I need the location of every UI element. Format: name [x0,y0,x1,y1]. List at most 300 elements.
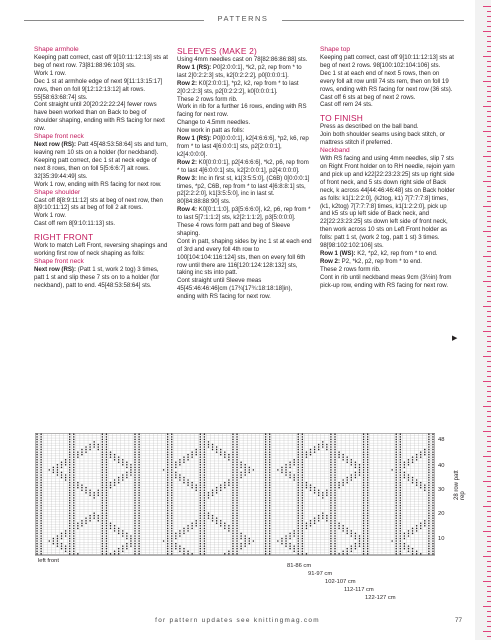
purl-stitch-dot [367,459,369,461]
purl-stitch-dot [330,464,332,466]
purl-stitch-dot [236,461,238,463]
purl-stitch-dot [363,543,365,545]
purl-stitch-dot [200,451,202,453]
purl-stitch-dot [167,441,169,443]
purl-stitch-dot [167,538,169,540]
purl-stitch-dot [302,454,304,456]
purl-stitch-dot [36,530,38,532]
purl-stitch-dot [114,482,116,484]
purl-stitch-dot [114,454,116,456]
purl-stitch-dot [236,469,238,471]
purl-stitch-dot [171,502,173,504]
purl-stitch-dot [400,469,402,471]
ruler-tick [487,166,491,167]
purl-stitch-dot [367,451,369,453]
purl-stitch-dot [322,492,324,494]
ruler-tick [487,466,491,467]
ruler-tick [487,621,491,622]
purl-stitch-dot [204,469,206,471]
purl-stitch-dot [102,505,104,507]
purl-stitch-dot [85,446,87,448]
purl-stitch-dot [395,548,397,550]
purl-stitch-dot [265,520,267,522]
purl-stitch-dot [69,533,71,535]
purl-stitch-dot [69,517,71,519]
purl-stitch-dot [212,449,214,451]
purl-stitch-dot [367,550,369,552]
purl-stitch-dot [428,502,430,504]
purl-stitch-dot [269,489,271,491]
purl-stitch-dot [61,533,63,535]
purl-stitch-dot [200,434,202,436]
purl-stitch-dot [171,434,173,436]
purl-stitch-dot [416,484,418,486]
ruler-tick [487,571,491,572]
purl-stitch-dot [432,434,434,436]
purl-stitch-dot [404,477,406,479]
purl-stitch-dot [73,472,75,474]
purl-stitch-dot [285,464,287,466]
ruler-tick [483,531,491,532]
purl-stitch-dot [53,543,55,545]
purl-stitch-dot [171,441,173,443]
ruler-tick [487,21,491,22]
purl-stitch-dot [428,436,430,438]
ruler-tick [487,351,491,352]
purl-stitch-dot [208,517,210,519]
purl-stitch-dot [363,454,365,456]
purl-stitch-dot [200,439,202,441]
purl-stitch-dot [416,479,418,481]
purl-stitch-dot [269,467,271,469]
purl-stitch-dot [171,464,173,466]
purl-stitch-dot [220,489,222,491]
purl-stitch-dot [289,543,291,545]
purl-stitch-dot [367,489,369,491]
purl-stitch-dot [420,456,422,458]
purl-stitch-dot [134,520,136,522]
purl-stitch-dot [200,449,202,451]
purl-stitch-dot [167,497,169,499]
purl-stitch-dot [428,449,430,451]
purl-stitch-dot [212,520,214,522]
purl-stitch-dot [175,543,177,545]
purl-stitch-dot [236,487,238,489]
purl-stitch-dot [61,548,63,550]
row-label: Next row (RS): [34,141,78,149]
purl-stitch-dot [138,528,140,530]
ruler-tick [487,301,491,302]
purl-stitch-dot [134,538,136,540]
purl-stitch-dot [236,441,238,443]
purl-stitch-dot [204,553,206,555]
purl-stitch-dot [314,451,316,453]
purl-stitch-dot [138,500,140,502]
purl-stitch-dot [134,464,136,466]
purl-stitch-dot [400,434,402,436]
purl-stitch-dot [69,454,71,456]
purl-stitch-dot [134,515,136,517]
purl-stitch-dot [53,467,55,469]
purl-stitch-dot [236,474,238,476]
purl-stitch-dot [367,441,369,443]
purl-stitch-dot [395,487,397,489]
purl-stitch-dot [171,550,173,552]
row-label: Row 2: [177,158,199,166]
purl-stitch-dot [167,525,169,527]
purl-stitch-dot [428,545,430,547]
purl-stitch-dot [102,548,104,550]
ruler-tick [487,121,491,122]
purl-stitch-dot [269,449,271,451]
purl-stitch-dot [69,553,71,555]
purl-stitch-dot [114,479,116,481]
purl-stitch-dot [134,528,136,530]
purl-stitch-dot [171,459,173,461]
purl-stitch-dot [167,444,169,446]
purl-stitch-dot [395,505,397,507]
purl-stitch-dot [367,533,369,535]
purl-stitch-dot [265,454,267,456]
purl-stitch-dot [134,548,136,550]
purl-stitch-dot [395,543,397,545]
instruction-paragraph [177,206,312,301]
purl-stitch-dot [400,439,402,441]
purl-stitch-dot [171,436,173,438]
purl-stitch-dot [134,441,136,443]
purl-stitch-dot [204,500,206,502]
purl-stitch-dot [334,434,336,436]
instruction-paragraph [320,54,455,109]
purl-stitch-dot [330,492,332,494]
purl-stitch-dot [367,439,369,441]
purl-stitch-dot [167,545,169,547]
purl-stitch-dot [106,446,108,448]
purl-stitch-dot [236,449,238,451]
purl-stitch-dot [428,540,430,542]
purl-stitch-dot [36,441,38,443]
purl-stitch-dot [167,543,169,545]
knitting-chart [35,433,435,565]
purl-stitch-dot [416,459,418,461]
purl-stitch-dot [289,474,291,476]
section-heading: Shape top [320,46,351,53]
purl-stitch-dot [138,487,140,489]
purl-stitch-dot [106,484,108,486]
purl-stitch-dot [208,497,210,499]
purl-stitch-dot [326,489,328,491]
purl-stitch-dot [338,528,340,530]
purl-stitch-dot [355,545,357,547]
purl-stitch-dot [269,477,271,479]
purl-stitch-dot [322,495,324,497]
purl-stitch-dot [36,434,38,436]
purl-stitch-dot [65,545,67,547]
purl-stitch-dot [36,538,38,540]
purl-stitch-dot [265,528,267,530]
purl-stitch-dot [232,500,234,502]
ruler-tick [487,561,491,562]
purl-stitch-dot [171,505,173,507]
purl-stitch-dot [138,477,140,479]
purl-stitch-dot [106,489,108,491]
purl-stitch-dot [73,500,75,502]
purl-stitch-dot [293,550,295,552]
purl-stitch-dot [236,467,238,469]
purl-stitch-dot [36,449,38,451]
purl-stitch-dot [228,459,230,461]
purl-stitch-dot [122,479,124,481]
purl-stitch-dot [428,459,430,461]
purl-stitch-dot [269,487,271,489]
purl-stitch-dot [265,449,267,451]
purl-stitch-dot [36,520,38,522]
purl-stitch-dot [244,464,246,466]
purl-stitch-dot [298,550,300,552]
purl-stitch-dot [73,548,75,550]
purl-stitch-dot [298,505,300,507]
purl-stitch-dot [36,474,38,476]
purl-stitch-dot [134,517,136,519]
ruler-tick [483,256,491,257]
purl-stitch-dot [93,495,95,497]
purl-stitch-dot [114,528,116,530]
purl-stitch-dot [179,459,181,461]
purl-stitch-dot [204,446,206,448]
purl-stitch-dot [183,482,185,484]
purl-stitch-dot [61,461,63,463]
purl-stitch-dot [81,489,83,491]
purl-stitch-dot [138,451,140,453]
purl-stitch-dot [363,484,365,486]
purl-stitch-dot [232,487,234,489]
purl-stitch-dot [265,512,267,514]
purl-stitch-dot [73,479,75,481]
purl-stitch-dot [40,528,42,530]
purl-stitch-dot [138,479,140,481]
purl-stitch-dot [191,487,193,489]
purl-stitch-dot [93,492,95,494]
purl-stitch-dot [69,487,71,489]
purl-stitch-dot [285,467,287,469]
instruction-paragraph [320,250,455,258]
purl-stitch-dot [265,543,267,545]
purl-stitch-dot [73,553,75,555]
purl-stitch-dot [432,548,434,550]
purl-stitch-dot [334,461,336,463]
purl-stitch-dot [134,487,136,489]
purl-stitch-dot [391,469,393,471]
purl-stitch-dot [204,540,206,542]
purl-stitch-dot [134,553,136,555]
purl-stitch-dot [106,454,108,456]
purl-stitch-dot [224,451,226,453]
purl-stitch-dot [200,461,202,463]
purl-stitch-dot [363,492,365,494]
size-label-4: 112-117 cm [344,587,374,593]
purl-stitch-dot [395,461,397,463]
purl-stitch-dot [420,522,422,524]
purl-stitch-dot [69,495,71,497]
purl-stitch-dot [36,467,38,469]
purl-stitch-dot [106,482,108,484]
purl-stitch-dot [285,472,287,474]
purl-stitch-dot [363,434,365,436]
purl-stitch-dot [432,444,434,446]
purl-stitch-dot [118,550,120,552]
purl-stitch-dot [102,502,104,504]
purl-stitch-dot [106,545,108,547]
purl-stitch-dot [334,474,336,476]
purl-stitch-dot [424,451,426,453]
purl-stitch-dot [81,454,83,456]
purl-stitch-dot [367,474,369,476]
purl-stitch-dot [36,548,38,550]
purl-stitch-dot [40,489,42,491]
purl-stitch-dot [265,434,267,436]
purl-stitch-dot [138,495,140,497]
purl-stitch-dot [179,530,181,532]
purl-stitch-dot [134,444,136,446]
purl-stitch-dot [40,487,42,489]
purl-stitch-dot [77,487,79,489]
instruction-paragraph [177,56,312,64]
purl-stitch-dot [432,535,434,537]
purl-stitch-dot [330,520,332,522]
purl-stitch-dot [69,484,71,486]
purl-stitch-dot [322,446,324,448]
purl-stitch-dot [236,489,238,491]
purl-stitch-dot [432,489,434,491]
purl-stitch-dot [359,464,361,466]
purl-stitch-dot [428,548,430,550]
purl-stitch-dot [363,530,365,532]
row-label-40: 40 [438,463,445,469]
purl-stitch-dot [110,553,112,555]
instruction-text: Keeping patt correct, cast off 9[10:11:12:13] sts at beg of next row. 73[81:88:96:103] sts. Work 1 row. Dec 1 st at armhole edge of next 9[11:13:15:17] rows, then on foll 9[12:12:13:12] alt rows. 55[58:63:68:74] sts. Cont straight until 20[20:22:22:24] fewer rows have been worked than on Back to beg of shoulder shaping, ending with RS facing for next row. [34,54,168,133]
purl-stitch-dot [363,525,365,527]
purl-stitch-dot [138,550,140,552]
purl-stitch-dot [293,474,295,476]
purl-stitch-dot [265,492,267,494]
purl-stitch-dot [395,553,397,555]
purl-stitch-dot [363,535,365,537]
purl-stitch-dot [265,515,267,517]
ruler-tick [487,71,491,72]
purl-stitch-dot [102,495,104,497]
purl-stitch-dot [118,533,120,535]
purl-stitch-dot [428,538,430,540]
purl-stitch-dot [236,446,238,448]
purl-stitch-dot [175,472,177,474]
purl-stitch-dot [412,479,414,481]
purl-stitch-dot [175,538,177,540]
purl-stitch-dot [114,550,116,552]
ruler-tick [487,66,491,67]
instruction-text: Press as described on the ball band. Join both shoulder seams using back stitch, or mattress stitch if preferred. [320,123,445,147]
purl-stitch-dot [179,477,181,479]
section-heading: Shape armhole [34,46,79,53]
purl-stitch-dot [40,533,42,535]
purl-stitch-dot [428,512,430,514]
purl-stitch-dot [236,553,238,555]
purl-stitch-dot [363,522,365,524]
purl-stitch-dot [363,512,365,514]
purl-stitch-dot [302,530,304,532]
purl-stitch-dot [36,444,38,446]
purl-stitch-dot [126,538,128,540]
purl-stitch-dot [200,548,202,550]
purl-stitch-dot [183,528,185,530]
purl-stitch-dot [302,533,304,535]
purl-stitch-dot [249,543,251,545]
purl-stitch-dot [69,522,71,524]
ruler-tick [487,496,491,497]
purl-stitch-dot [363,545,365,547]
purl-stitch-dot [171,461,173,463]
purl-stitch-dot [395,502,397,504]
purl-stitch-dot [408,530,410,532]
purl-stitch-dot [191,456,193,458]
purl-stitch-dot [400,512,402,514]
row-label-20: 20 [438,511,445,517]
purl-stitch-dot [432,510,434,512]
purl-stitch-dot [314,487,316,489]
purl-stitch-dot [171,543,173,545]
purl-stitch-dot [395,545,397,547]
edge-ruler [475,0,491,640]
purl-stitch-dot [138,497,140,499]
instruction-text: Inc in first st, k1[3:5:5:0], (C6B) 0[0:0:0:1] times, *p2, C6B, rep from * to last 4[6:8:8:1] sts, p2[2:2:2:0], k1[3:5:5:0], inc in last st. 80[84:88:88:90] sts. [177,174,310,206]
purl-stitch-dot [122,474,124,476]
purl-stitch-dot [69,510,71,512]
purl-stitch-dot [232,461,234,463]
purl-stitch-dot [138,449,140,451]
purl-stitch-dot [400,507,402,509]
purl-stitch-dot [298,520,300,522]
purl-stitch-dot [163,469,165,471]
purl-stitch-dot [102,484,104,486]
purl-stitch-dot [167,474,169,476]
purl-stitch-dot [395,434,397,436]
purl-stitch-dot [138,464,140,466]
purl-stitch-dot [102,525,104,527]
purl-stitch-dot [355,472,357,474]
purl-stitch-dot [73,512,75,514]
purl-stitch-dot [167,434,169,436]
ruler-tick [487,291,491,292]
section-heading: Neckband [320,147,350,155]
purl-stitch-dot [171,477,173,479]
purl-stitch-dot [167,487,169,489]
purl-stitch-dot [195,522,197,524]
ruler-tick [483,206,491,207]
purl-stitch-dot [351,548,353,550]
ruler-tick [487,551,491,552]
purl-stitch-dot [69,548,71,550]
purl-stitch-dot [395,477,397,479]
row-label-48: 48 [438,437,445,443]
ruler-tick [487,51,491,52]
purl-stitch-dot [367,528,369,530]
purl-stitch-dot [330,474,332,476]
purl-stitch-dot [102,449,104,451]
purl-stitch-dot [40,545,42,547]
purl-stitch-dot [175,545,177,547]
ruler-tick [487,151,491,152]
purl-stitch-dot [265,550,267,552]
purl-stitch-dot [395,522,397,524]
